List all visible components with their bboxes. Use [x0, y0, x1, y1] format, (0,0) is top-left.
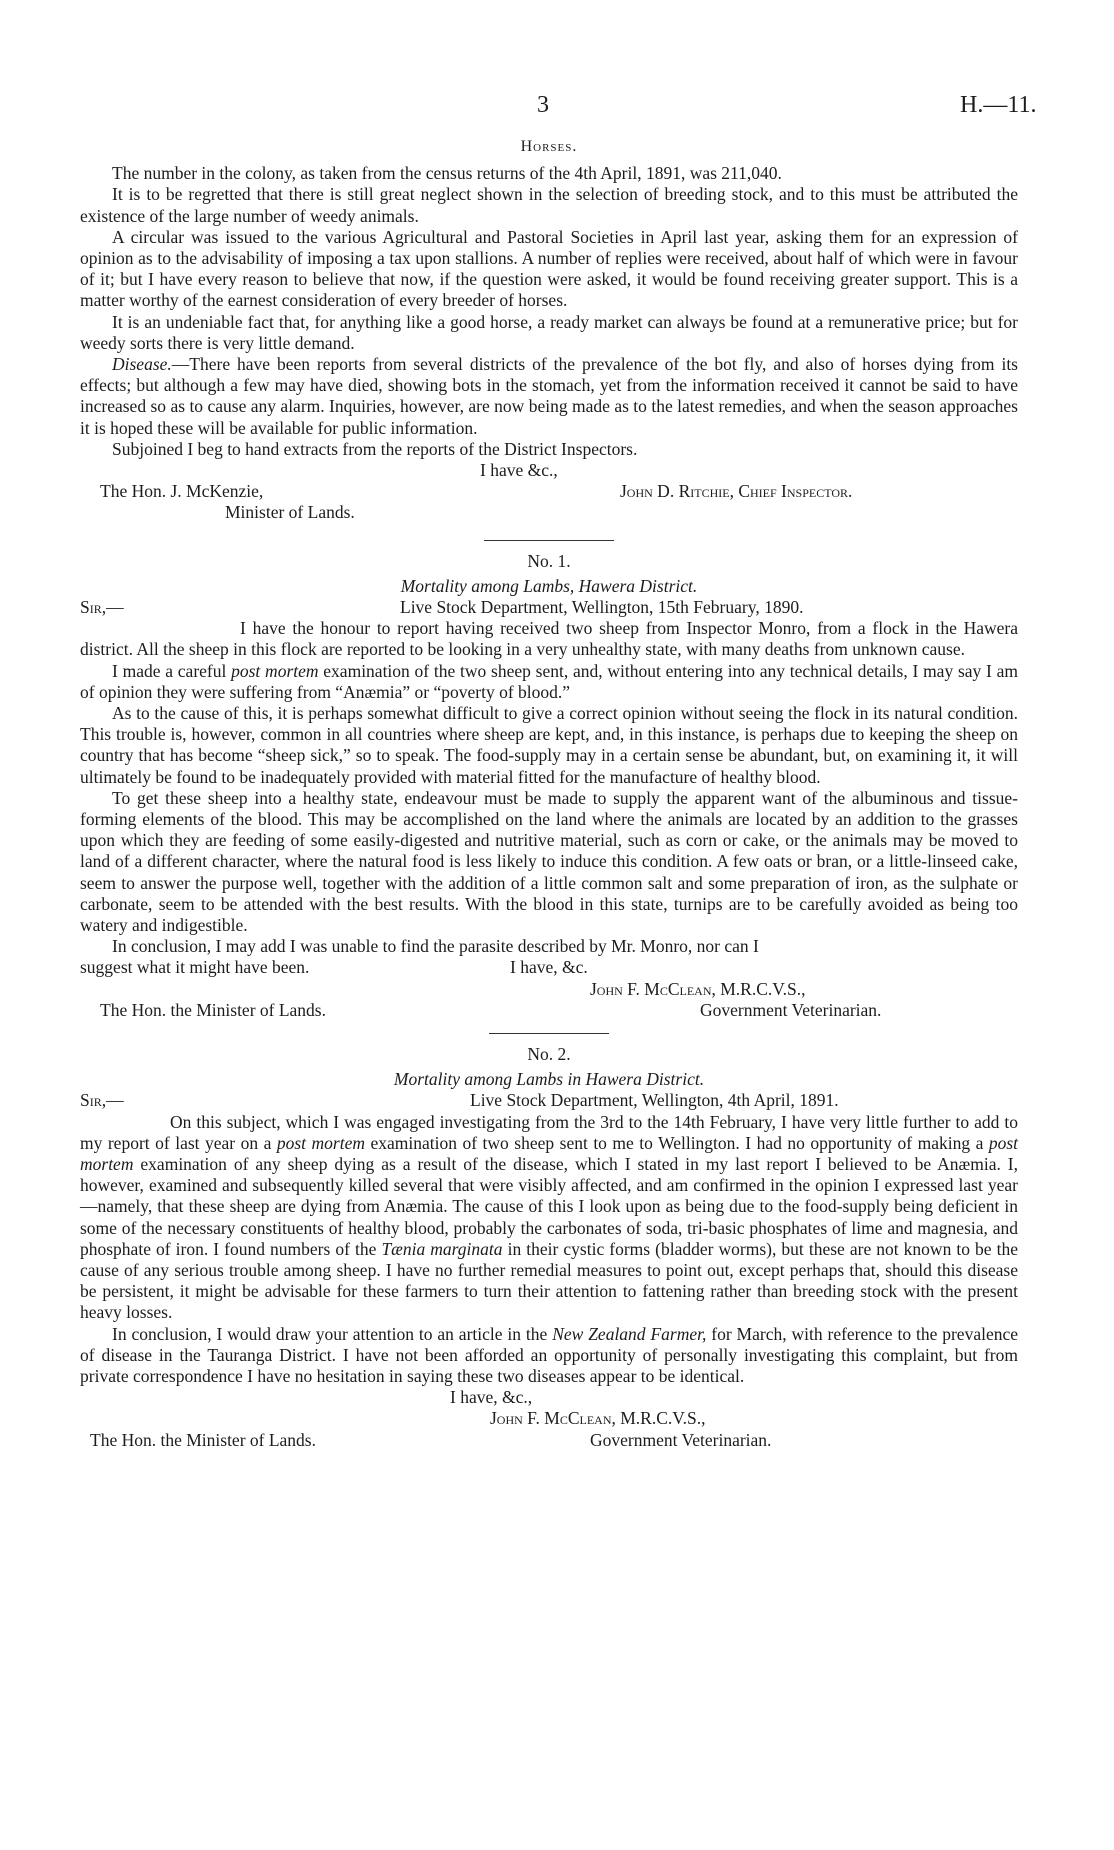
horses-subjoined: Subjoined I beg to hand extracts from the reports of the District Inspectors.	[112, 438, 638, 459]
text-run-italic: Tænia marginata	[381, 1238, 503, 1259]
addressee-row	[80, 502, 1018, 523]
salutation: Sir,—	[80, 597, 124, 618]
page-header	[0, 92, 1114, 122]
letter-paragraph	[80, 1324, 1018, 1388]
closing-row	[80, 1387, 1018, 1408]
section-divider	[484, 540, 614, 541]
letter-paragraph-end: suggest what it might have been.	[80, 957, 310, 978]
letter-title: Mortality among Lambs in Hawera District.	[393, 1069, 705, 1090]
letter-title: Mortality among Lambs, Hawera District.	[400, 575, 698, 596]
text-run: On this subject, which I was engaged investigating from the 3rd to the 14th February, I have very little further to add to my report of last year on a	[80, 1111, 1018, 1153]
horses-paragraph: It is an undeniable fact that, for anything like a good horse, a ready market can always be found at a remunerative price; but for weedy sorts there is very little demand.	[80, 311, 1018, 353]
text-run: In conclusion, I would draw your attention to an article in the	[112, 1323, 553, 1344]
disease-text: —There have been reports from several districts of the prevalence of the bot fly, and also of horses dying from its effects; but although a few may have died, showing bots in the stomach, yet from the information received it cannot be said to have increased so as to cause any alarm. Inquiries, however, are now being made as to the latest remedies, and when the season approaches it is hoped these will be available for public information.	[80, 354, 1018, 438]
letter-paragraph: To get these sheep into a healthy state, endeavour must be made to supply the apparent want of the albuminous and tissue-forming elements of the blood. This may be accomplished on the land where the animals are located by an addition to the grasses upon which they are feeding of some easily-digested and nutritive material, such as corn or cake, or the animals may be moved to land of a different character, where the natural food is less likely to induce this condition. A few oats or bran, or a little-linseed cake, seem to answer the purpose well, together with the addition of a little common salt and some preparation of iron, as the sulphate or carbonate, seem to be attended with the best results. With the blood in this state, turnips are to be carefully avoided as being too watery and indigestible.	[80, 787, 1018, 936]
letter-number: No. 1.	[527, 550, 571, 571]
signatory-title: Government Veterinarian.	[590, 1429, 772, 1450]
letter-paragraph: I have the honour to report having received two sheep from Inspector Monro, from a flock in the Hawera district. All the sheep in this flock are reported to be looking in a very unhealthy state, with many deaths from unknown cause.	[80, 618, 1018, 660]
letter-heading-row	[80, 597, 1018, 618]
page-number: 3	[537, 92, 549, 118]
signatory-title: Government Veterinarian.	[700, 999, 882, 1020]
dateline: Live Stock Department, Wellington, 4th April, 1891.	[470, 1090, 839, 1111]
text-run: examination of the two sheep sent, and, without entering into any technical details, I may say I am of opinion they were suffering from “Anæmia” or “poverty of blood.”	[80, 660, 1019, 702]
closing-row	[80, 460, 1018, 481]
letter-heading-row	[80, 1090, 1018, 1111]
letter-paragraph: As to the cause of this, it is perhaps somewhat difficult to give a correct opinion without seeing the flock in its natural condition. This trouble is, however, common in all countries where sheep are kept, and, in this instance, is perhaps due to keeping the sheep on country that has become “sheep sick,” so to speak. The food-supply may in a certain sense be abundant, but, on examining it, it will ultimately be found to be inadequately provided with material fitted for the manufacture of healthy blood.	[80, 703, 1018, 787]
closing: I have &c.,	[480, 460, 558, 481]
addressee: The Hon. the Minister of Lands.	[90, 1429, 316, 1450]
signature-title-row	[80, 1430, 1018, 1451]
dateline: Live Stock Department, Wellington, 15th February, 1890.	[400, 597, 804, 618]
horses-disease-paragraph	[80, 354, 1018, 439]
letter-paragraph	[80, 1112, 1018, 1324]
text-run: I made a careful	[112, 660, 232, 681]
signature-row	[80, 481, 1018, 502]
letter-paragraph: In conclusion, I may add I was unable to find the parasite described by Mr. Monro, nor can I	[112, 936, 759, 957]
section-divider	[489, 1033, 609, 1034]
text-run: examination of any sheep dying as a result of the disease, which I stated in my last report I believed to be Anæmia. I, however, examined and subsequently killed several that were visibly affected, and am confirmed in the opinion I expressed last year—namely, that these sheep are dying from Anæmia. The cause of this I look upon as being due to the food-supply being deficient in some of the necessary constituents of healthy blood, probably the carbonates of soda, tri-basic phosphates of lime and magnesia, and phosphate of iron. I found numbers of the	[80, 1154, 1018, 1259]
closing: I have, &c.	[510, 957, 588, 978]
signature-title-row	[80, 1000, 1018, 1021]
text-run-italic: post mortem	[276, 1132, 365, 1153]
text-run-italic: post mortem	[231, 660, 319, 681]
text-run: for March, with reference to the prevalence of disease in the Tauranga District. I have not been afforded an opportunity of personally investigating this complaint, but from private correspondence I have no hesitation in saying these two diseases appear to be identical.	[80, 1323, 1019, 1387]
signatory: John F. McClean, M.R.C.V.S.,	[590, 978, 806, 999]
addressee: The Hon. J. McKenzie,	[100, 481, 264, 502]
text-run: in their cystic forms (bladder worms), but these are not known to be the cause of any serious trouble among sheep. I have no further remedial measures to point out, except perhaps that, should this disease be persistent, it might be advisable for these farmers to turn their attention to fattening rather than breeding stock with the present heavy losses.	[80, 1238, 1018, 1323]
signatory: John F. McClean, M.R.C.V.S.,	[490, 1408, 706, 1429]
letter-number: No. 2.	[527, 1044, 571, 1065]
signature-row	[80, 1408, 1018, 1429]
addressee: The Hon. the Minister of Lands.	[100, 999, 326, 1020]
text-run-italic: post mortem	[80, 1132, 1019, 1175]
text-run: examination of two sheep sent to me to Wellington. I had no opportunity of making a	[365, 1132, 989, 1153]
closing-row	[80, 957, 1018, 978]
letter-paragraph	[80, 661, 1018, 703]
salutation: Sir,—	[80, 1090, 124, 1111]
body-column	[80, 136, 1018, 1451]
horses-paragraph: It is to be regretted that there is still great neglect shown in the selection of breeding stock, and to this must be attributed the existence of the large number of weedy animals.	[80, 184, 1018, 226]
text-run-italic: New Zealand Farmer,	[552, 1323, 707, 1344]
section-heading-horses: Horses.	[520, 138, 578, 155]
document-reference: H.—11.	[960, 92, 1037, 118]
signature-row	[80, 979, 1018, 1000]
addressee-title: Minister of Lands.	[225, 502, 355, 523]
closing: I have, &c.,	[450, 1387, 533, 1408]
signatory: John D. Ritchie, Chief Inspector.	[620, 481, 853, 502]
horses-paragraph: A circular was issued to the various Agricultural and Pastoral Societies in April last year, asking them for an expression of opinion as to the advisability of imposing a tax upon stallions. A number of replies were received, about half of which were in favour of it; but I have every reason to believe that now, if the question were asked, it would be found receiving greater support. This is a matter worthy of the earnest consideration of every breeder of horses.	[80, 226, 1018, 311]
horses-paragraph: The number in the colony, as taken from the census returns of the 4th April, 1891, was 211,040.	[112, 163, 782, 184]
disease-label: Disease.	[112, 354, 172, 375]
